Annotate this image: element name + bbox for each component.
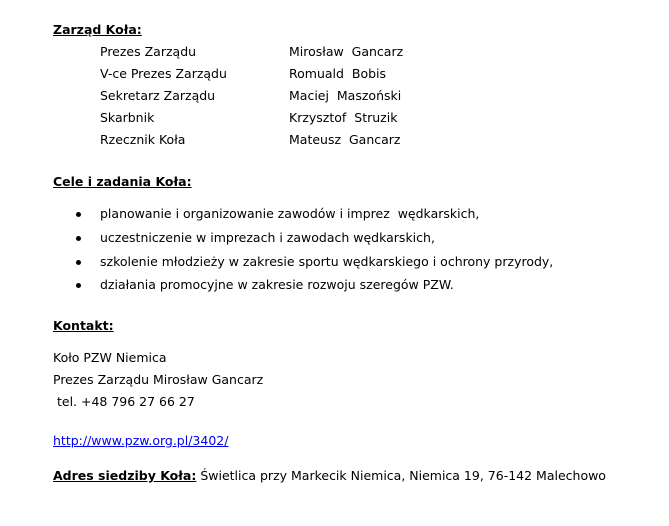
- board-member-name: Mateusz Gancarz: [289, 132, 401, 147]
- goals-heading: Cele i zadania Koła:: [53, 174, 192, 189]
- address-label: Adres siedziby Koła:: [53, 468, 197, 483]
- board-member-name: Romuald Bobis: [289, 66, 387, 81]
- contact-heading: Kontakt:: [53, 318, 114, 333]
- bullet-icon: [76, 260, 81, 265]
- board-role: Prezes Zarządu: [100, 44, 197, 59]
- contact-phone: tel. +48 796 27 66 27: [53, 394, 195, 409]
- board-heading: Zarząd Koła:: [53, 22, 142, 37]
- board-role: Sekretarz Zarządu: [100, 88, 216, 103]
- contact-president: Prezes Zarządu Mirosław Gancarz: [53, 372, 264, 387]
- board-role: Rzecznik Koła: [100, 132, 186, 147]
- board-role: Skarbnik: [100, 110, 155, 125]
- board-member-name: Maciej Maszoński: [289, 88, 402, 103]
- goal-item: szkolenie młodzieży w zakresie sportu wędkarskiego i ochrony przyrody,: [100, 254, 554, 269]
- bullet-icon: [76, 283, 81, 288]
- address-line: [53, 468, 606, 483]
- goal-item: planowanie i organizowanie zawodów i imprez wędkarskich,: [100, 206, 480, 221]
- address-value: Świetlica przy Markecik Niemica, Niemica 19, 76-142 Malechowo: [196, 468, 606, 483]
- board-member-name: Krzysztof Struzik: [289, 110, 398, 125]
- goal-item: działania promocyjne w zakresie rozwoju szeregów PZW.: [100, 277, 454, 292]
- goal-item: uczestniczenie w imprezach i zawodach wędkarskich,: [100, 230, 435, 245]
- website-link[interactable]: http://www.pzw.org.pl/3402/: [53, 433, 229, 448]
- contact-organization: Koło PZW Niemica: [53, 350, 167, 365]
- bullet-icon: [76, 236, 81, 241]
- board-role: V-ce Prezes Zarządu: [100, 66, 227, 81]
- bullet-icon: [76, 212, 81, 217]
- board-member-name: Mirosław Gancarz: [289, 44, 404, 59]
